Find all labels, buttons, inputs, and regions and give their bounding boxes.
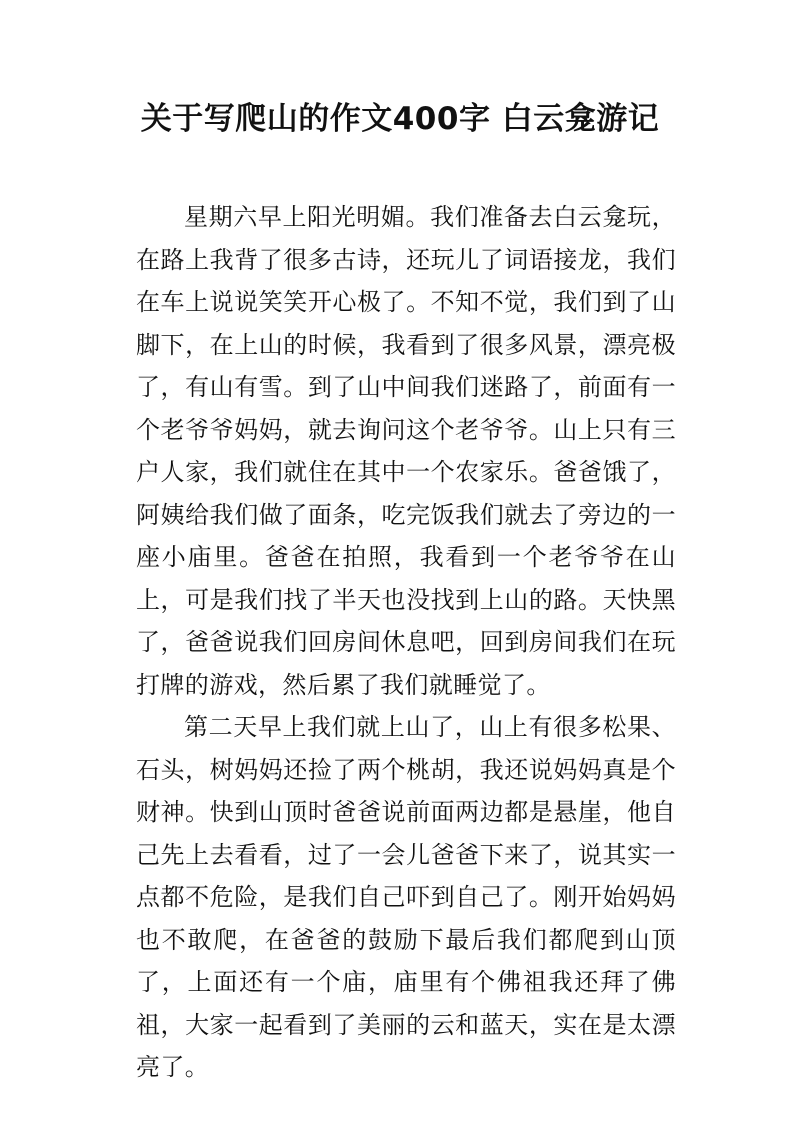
paragraph-2: 第二天早上我们就上山了，山上有很多松果、石头，树妈妈还捡了两个桃胡，我还说妈妈真是个财神。快到山顶时爸爸说前面两边都是悬崖，他自己先上去看看，过了一会儿爸爸下来了，说其实一点都不危险，是我们自己吓到自己了。刚开始妈妈也不敢爬，在爸爸的鼓励下最后我们都爬到山顶了，上面还有一个庙，庙里有个佛祖我还拜了佛祖，大家一起看到了美丽的云和蓝天，实在是太漂亮了。 — [136, 713, 676, 1081]
document-title: 关于写爬山的作文400字 白云龛游记 — [140, 101, 660, 137]
document-body — [136, 196, 676, 1089]
paragraph-1: 星期六早上阳光明媚。我们准备去白云龛玩，在路上我背了很多古诗，还玩儿了词语接龙，我们在车上说说笑笑开心极了。不知不觉，我们到了山脚下，在上山的时候，我看到了很多风景，漂亮极了，有山有雪。到了山中间我们迷路了，前面有一个老爷爷妈妈，就去询问这个老爷爷。山上只有三户人家，我们就住在其中一个农家乐。爸爸饿了，阿姨给我们做了面条，吃完饭我们就去了旁边的一座小庙里。爸爸在拍照，我看到一个老爷爷在山上，可是我们找了半天也没找到上山的路。天快黑了，爸爸说我们回房间休息吧，回到房间我们在玩打牌的游戏，然后累了我们就睡觉了。 — [136, 203, 676, 699]
